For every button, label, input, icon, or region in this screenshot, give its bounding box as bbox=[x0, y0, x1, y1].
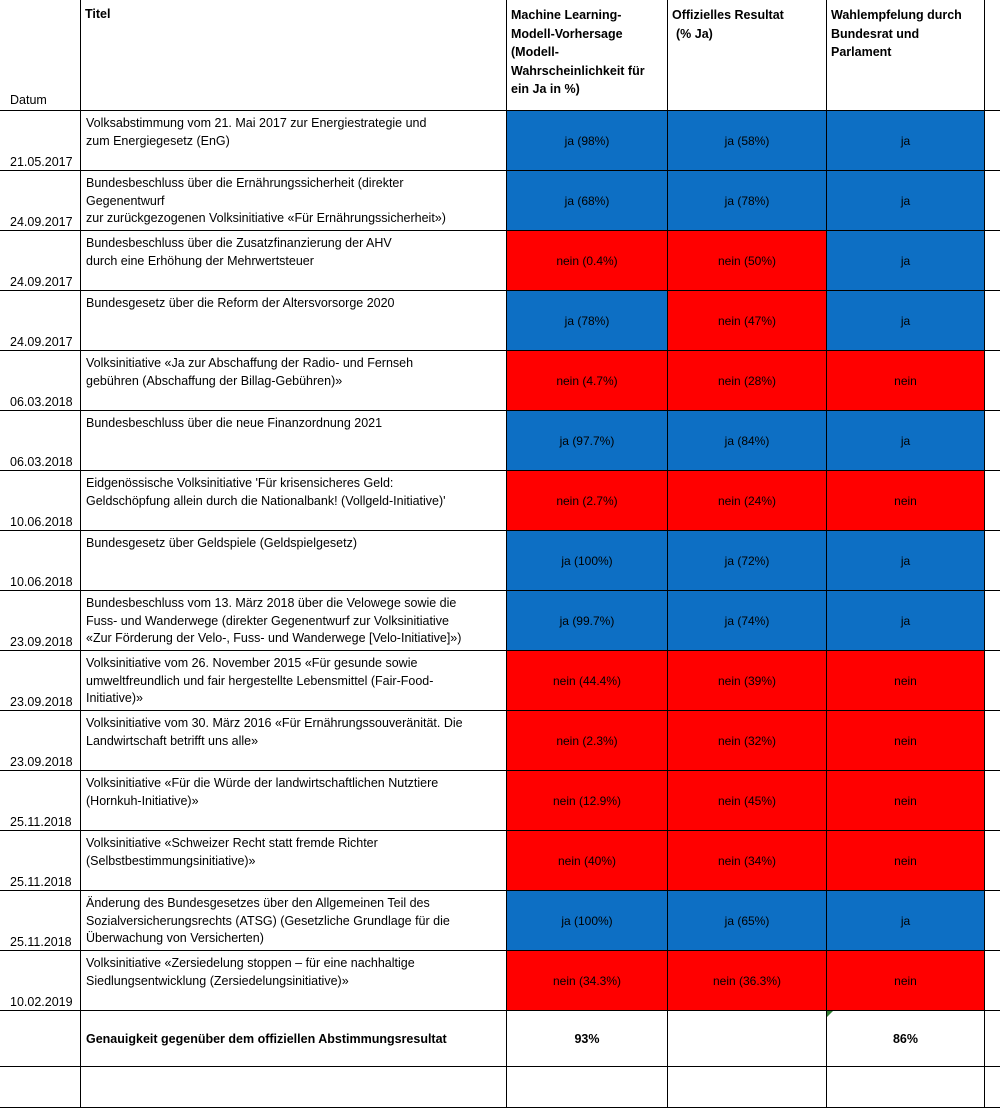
model-cell[interactable]: ja (68%) bbox=[507, 171, 668, 231]
title-line: Landwirtschaft betrifft uns alle» bbox=[86, 733, 500, 751]
empty-cell[interactable] bbox=[985, 291, 1000, 351]
official-cell[interactable]: nein (36.3%) bbox=[668, 951, 827, 1011]
official-cell[interactable]: nein (50%) bbox=[668, 231, 827, 291]
title-line: Eidgenössische Volksinitiative 'Für krisensicheres Geld: bbox=[86, 475, 500, 493]
blank-row bbox=[0, 1067, 1000, 1108]
title-cell[interactable] bbox=[81, 231, 507, 291]
accuracy-model[interactable]: 93% bbox=[507, 1011, 668, 1067]
accuracy-row bbox=[0, 1011, 1000, 1067]
table-row bbox=[0, 111, 1000, 171]
table-row bbox=[0, 471, 1000, 531]
title-line: Volksinitiative vom 26. November 2015 «Für gesunde sowie bbox=[86, 655, 500, 673]
empty-cell[interactable] bbox=[985, 951, 1000, 1011]
table-row bbox=[0, 351, 1000, 411]
title-line: Bundesgesetz über Geldspiele (Geldspielgesetz) bbox=[86, 535, 500, 553]
title-line: gebühren (Abschaffung der Billag-Gebühren)» bbox=[86, 373, 500, 391]
empty-cell[interactable] bbox=[985, 0, 1000, 111]
model-cell[interactable]: nein (44.4%) bbox=[507, 651, 668, 711]
empty-cell[interactable] bbox=[985, 1067, 1000, 1108]
date-cell[interactable]: 24.09.2017 bbox=[0, 171, 81, 231]
official-cell[interactable]: ja (74%) bbox=[668, 591, 827, 651]
recommendation-cell[interactable]: ja bbox=[827, 231, 985, 291]
title-line: Bundesgesetz über die Reform der Altersvorsorge 2020 bbox=[86, 295, 500, 313]
table-row bbox=[0, 711, 1000, 771]
title-cell[interactable] bbox=[81, 291, 507, 351]
date-cell[interactable]: 23.09.2018 bbox=[0, 591, 81, 651]
recommendation-cell[interactable]: nein bbox=[827, 711, 985, 771]
official-cell[interactable]: ja (84%) bbox=[668, 411, 827, 471]
empty-cell[interactable] bbox=[0, 1011, 81, 1067]
header-model-line: Modell-Vorhersage bbox=[511, 25, 663, 44]
model-cell[interactable]: ja (98%) bbox=[507, 111, 668, 171]
table-row bbox=[0, 951, 1000, 1011]
model-cell[interactable]: ja (97.7%) bbox=[507, 411, 668, 471]
date-cell[interactable]: 25.11.2018 bbox=[0, 831, 81, 891]
empty-cell[interactable] bbox=[0, 1067, 81, 1108]
title-line: Bundesbeschluss vom 13. März 2018 über die Velowege sowie die bbox=[86, 595, 500, 613]
title-line: Volksinitiative «Für die Würde der landwirtschaftlichen Nutztiere bbox=[86, 775, 500, 793]
date-cell[interactable]: 10.06.2018 bbox=[0, 471, 81, 531]
model-cell[interactable]: nein (0.4%) bbox=[507, 231, 668, 291]
empty-cell[interactable] bbox=[985, 231, 1000, 291]
title-cell[interactable] bbox=[81, 891, 507, 951]
header-title[interactable]: Titel bbox=[81, 0, 507, 111]
model-cell[interactable]: ja (100%) bbox=[507, 891, 668, 951]
official-cell[interactable]: ja (72%) bbox=[668, 531, 827, 591]
recommendation-cell[interactable]: ja bbox=[827, 591, 985, 651]
empty-cell[interactable] bbox=[985, 111, 1000, 171]
header-recommendation-line: Bundesrat und bbox=[831, 25, 980, 44]
header-model[interactable] bbox=[507, 0, 668, 111]
recommendation-cell[interactable]: ja bbox=[827, 531, 985, 591]
empty-cell[interactable] bbox=[985, 411, 1000, 471]
empty-cell[interactable] bbox=[985, 591, 1000, 651]
official-cell[interactable]: nein (24%) bbox=[668, 471, 827, 531]
title-line: Geldschöpfung allein durch die Nationalbank! (Vollgeld-Initiative)' bbox=[86, 493, 500, 511]
date-cell[interactable]: 25.11.2018 bbox=[0, 891, 81, 951]
title-line: durch eine Erhöhung der Mehrwertsteuer bbox=[86, 253, 500, 271]
table-row bbox=[0, 291, 1000, 351]
recommendation-cell[interactable]: ja bbox=[827, 171, 985, 231]
model-cell[interactable]: ja (99.7%) bbox=[507, 591, 668, 651]
official-cell[interactable]: nein (39%) bbox=[668, 651, 827, 711]
empty-cell[interactable] bbox=[985, 651, 1000, 711]
title-cell[interactable] bbox=[81, 111, 507, 171]
model-cell[interactable]: nein (12.9%) bbox=[507, 771, 668, 831]
title-line: Überwachung von Versicherten) bbox=[86, 930, 500, 948]
title-line: Volksinitiative «Zersiedelung stoppen – für eine nachhaltige bbox=[86, 955, 500, 973]
header-model-line: ein Ja in %) bbox=[511, 80, 663, 99]
official-cell[interactable]: ja (58%) bbox=[668, 111, 827, 171]
title-line: Gegenentwurf bbox=[86, 193, 500, 211]
date-cell[interactable]: 06.03.2018 bbox=[0, 411, 81, 471]
title-line: Siedlungsentwicklung (Zersiedelungsinitiative)» bbox=[86, 973, 500, 991]
title-cell[interactable] bbox=[81, 351, 507, 411]
title-line: Bundesbeschluss über die Ernährungssicherheit (direkter bbox=[86, 175, 500, 193]
official-cell[interactable]: nein (45%) bbox=[668, 771, 827, 831]
date-cell[interactable]: 06.03.2018 bbox=[0, 351, 81, 411]
table-row bbox=[0, 891, 1000, 951]
recommendation-cell[interactable]: nein bbox=[827, 771, 985, 831]
header-row bbox=[0, 0, 1000, 111]
header-date[interactable]: Datum bbox=[0, 0, 81, 111]
title-line: umweltfreundlich und fair hergestellte Lebensmittel (Fair-Food- bbox=[86, 673, 500, 691]
header-model-line: Machine Learning- bbox=[511, 6, 663, 25]
table-row bbox=[0, 531, 1000, 591]
title-line: zum Energiegesetz (EnG) bbox=[86, 133, 500, 151]
title-cell[interactable] bbox=[81, 471, 507, 531]
model-cell[interactable]: ja (78%) bbox=[507, 291, 668, 351]
table-row bbox=[0, 771, 1000, 831]
accuracy-recommendation[interactable]: 86% bbox=[827, 1011, 985, 1067]
title-line: Initiative)» bbox=[86, 690, 500, 708]
header-official[interactable] bbox=[668, 0, 827, 111]
recommendation-cell[interactable]: ja bbox=[827, 411, 985, 471]
empty-cell[interactable] bbox=[827, 1067, 985, 1108]
recommendation-cell[interactable]: nein bbox=[827, 951, 985, 1011]
empty-cell[interactable] bbox=[81, 1067, 507, 1108]
title-line: zur zurückgezogenen Volksinitiative «Für Ernährungssicherheit») bbox=[86, 210, 500, 228]
title-cell[interactable] bbox=[81, 531, 507, 591]
title-cell[interactable] bbox=[81, 171, 507, 231]
title-line: (Hornkuh-Initiative)» bbox=[86, 793, 500, 811]
empty-cell[interactable] bbox=[985, 1011, 1000, 1067]
empty-cell[interactable] bbox=[985, 771, 1000, 831]
empty-cell[interactable] bbox=[985, 471, 1000, 531]
title-line: Bundesbeschluss über die Zusatzfinanzierung der AHV bbox=[86, 235, 500, 253]
title-line: Sozialversicherungsrechts (ATSG) (Gesetzliche Grundlage für die bbox=[86, 913, 500, 931]
date-cell[interactable]: 24.09.2017 bbox=[0, 231, 81, 291]
official-cell[interactable]: ja (65%) bbox=[668, 891, 827, 951]
recommendation-cell[interactable]: ja bbox=[827, 891, 985, 951]
title-cell[interactable] bbox=[81, 411, 507, 471]
title-line: Änderung des Bundesgesetzes über den Allgemeinen Teil des bbox=[86, 895, 500, 913]
date-cell[interactable]: 24.09.2017 bbox=[0, 291, 81, 351]
title-line: (Selbstbestimmungsinitiative)» bbox=[86, 853, 500, 871]
accuracy-label[interactable]: Genauigkeit gegenüber dem offiziellen Abstimmungsresultat bbox=[81, 1011, 507, 1067]
empty-cell[interactable] bbox=[985, 531, 1000, 591]
empty-cell[interactable] bbox=[507, 1067, 668, 1108]
date-cell[interactable]: 10.02.2019 bbox=[0, 951, 81, 1011]
date-cell[interactable]: 25.11.2018 bbox=[0, 771, 81, 831]
recommendation-cell[interactable]: nein bbox=[827, 471, 985, 531]
table-row bbox=[0, 651, 1000, 711]
model-cell[interactable]: nein (2.3%) bbox=[507, 711, 668, 771]
empty-cell[interactable] bbox=[985, 711, 1000, 771]
recommendation-cell[interactable]: nein bbox=[827, 651, 985, 711]
recommendation-cell[interactable]: ja bbox=[827, 291, 985, 351]
title-cell[interactable] bbox=[81, 831, 507, 891]
header-model-line: Wahrscheinlichkeit für bbox=[511, 62, 663, 81]
model-cell[interactable]: nein (34.3%) bbox=[507, 951, 668, 1011]
table-row bbox=[0, 231, 1000, 291]
official-cell[interactable]: nein (32%) bbox=[668, 711, 827, 771]
title-line: Volksabstimmung vom 21. Mai 2017 zur Energiestrategie und bbox=[86, 115, 500, 133]
empty-cell[interactable] bbox=[985, 171, 1000, 231]
empty-cell[interactable] bbox=[668, 1067, 827, 1108]
title-cell[interactable] bbox=[81, 651, 507, 711]
table-row bbox=[0, 171, 1000, 231]
model-cell[interactable]: nein (40%) bbox=[507, 831, 668, 891]
date-cell[interactable]: 10.06.2018 bbox=[0, 531, 81, 591]
header-official-line: (% Ja) bbox=[672, 25, 822, 44]
header-model-line: (Modell- bbox=[511, 43, 663, 62]
title-cell[interactable] bbox=[81, 711, 507, 771]
empty-cell[interactable] bbox=[985, 891, 1000, 951]
accuracy-official[interactable] bbox=[668, 1011, 827, 1067]
model-cell[interactable]: nein (4.7%) bbox=[507, 351, 668, 411]
title-line: Bundesbeschluss über die neue Finanzordnung 2021 bbox=[86, 415, 500, 433]
official-cell[interactable]: nein (34%) bbox=[668, 831, 827, 891]
table-row bbox=[0, 831, 1000, 891]
title-line: «Zur Förderung der Velo-, Fuss- und Wanderwege [Velo-Initiative]») bbox=[86, 630, 500, 648]
header-recommendation[interactable] bbox=[827, 0, 985, 111]
header-official-line: Offizielles Resultat bbox=[672, 6, 822, 25]
model-cell[interactable]: ja (100%) bbox=[507, 531, 668, 591]
title-line: Fuss- und Wanderwege (direkter Gegenentwurf zur Volksinitiative bbox=[86, 613, 500, 631]
header-recommendation-line: Wahlempfelung durch bbox=[831, 6, 980, 25]
title-cell[interactable] bbox=[81, 771, 507, 831]
model-cell[interactable]: nein (2.7%) bbox=[507, 471, 668, 531]
title-line: Volksinitiative «Ja zur Abschaffung der Radio- und Fernseh bbox=[86, 355, 500, 373]
empty-cell[interactable] bbox=[985, 831, 1000, 891]
title-line: Volksinitiative vom 30. März 2016 «Für Ernährungssouveränität. Die bbox=[86, 715, 500, 733]
recommendation-cell[interactable]: nein bbox=[827, 351, 985, 411]
date-cell[interactable]: 21.05.2017 bbox=[0, 111, 81, 171]
empty-cell[interactable] bbox=[985, 351, 1000, 411]
date-cell[interactable]: 23.09.2018 bbox=[0, 711, 81, 771]
date-cell[interactable]: 23.09.2018 bbox=[0, 651, 81, 711]
recommendation-cell[interactable]: ja bbox=[827, 111, 985, 171]
table-row bbox=[0, 411, 1000, 471]
official-cell[interactable]: ja (78%) bbox=[668, 171, 827, 231]
header-recommendation-line: Parlament bbox=[831, 43, 980, 62]
title-cell[interactable] bbox=[81, 951, 507, 1011]
title-cell[interactable] bbox=[81, 591, 507, 651]
official-cell[interactable]: nein (28%) bbox=[668, 351, 827, 411]
recommendation-cell[interactable]: nein bbox=[827, 831, 985, 891]
table-row bbox=[0, 591, 1000, 651]
title-line: Volksinitiative «Schweizer Recht statt fremde Richter bbox=[86, 835, 500, 853]
official-cell[interactable]: nein (47%) bbox=[668, 291, 827, 351]
